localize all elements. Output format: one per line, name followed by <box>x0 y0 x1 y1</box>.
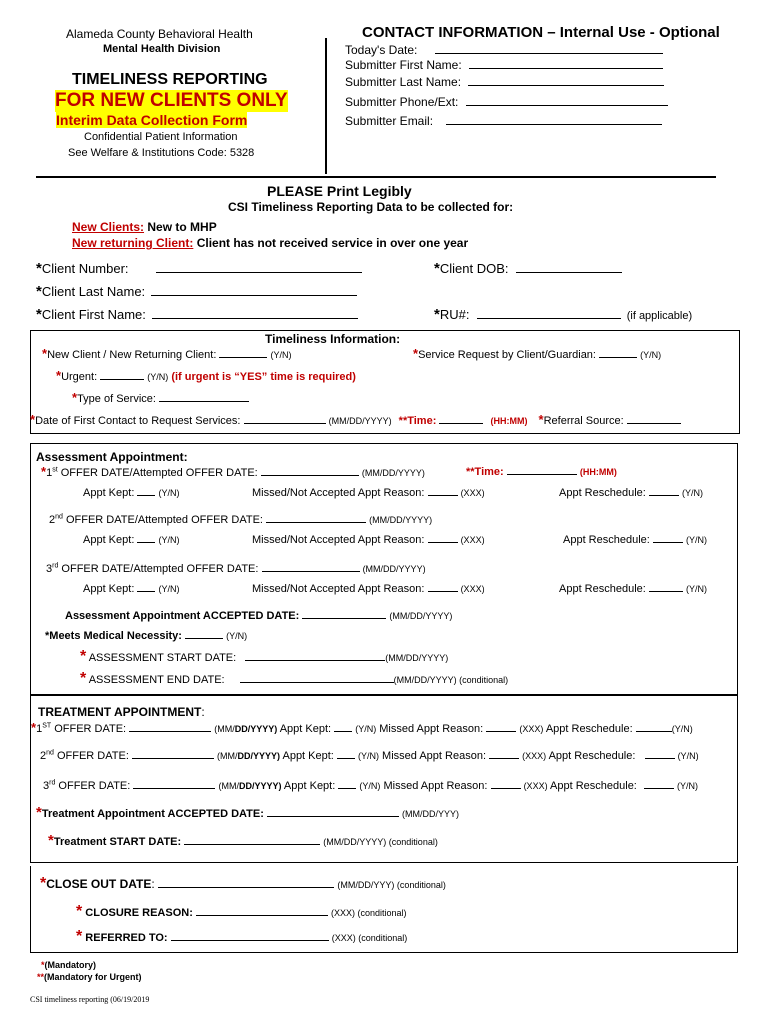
todays-date-line[interactable] <box>435 43 663 54</box>
mandatory-star: * <box>36 283 42 300</box>
missed-reason-label: Missed/Not Accepted Appt Reason: <box>252 534 425 546</box>
ru-label: RU#: <box>439 307 470 322</box>
treat-accepted-label: Treatment Appointment ACCEPTED DATE: <box>41 808 264 820</box>
treat-start-line[interactable] <box>184 834 320 845</box>
service-type-label: Type of Service: <box>77 393 156 405</box>
assess-offer1-label: OFFER DATE/Attempted OFFER DATE: <box>57 467 258 479</box>
assess-accepted-fmt: (MM/DD/YYYY) <box>389 611 453 621</box>
assess-accepted-line[interactable] <box>302 608 386 619</box>
submitter-last-field[interactable] <box>345 75 664 89</box>
client-last-line[interactable] <box>151 285 357 296</box>
form-type: Interim Data Collection Form <box>56 112 248 128</box>
legend-mandatory <box>41 960 96 970</box>
todays-date-field[interactable] <box>345 43 663 57</box>
new-returning-yn: (Y/N) <box>270 350 292 360</box>
header-rule <box>36 176 716 178</box>
treat-kept-line[interactable] <box>338 778 356 789</box>
treat-fmt-b: DD/YYYY) <box>238 781 282 791</box>
assess-kept2-field[interactable] <box>83 532 180 546</box>
submitter-email-field[interactable] <box>345 114 662 128</box>
assess-offer2-fmt: (MM/DD/YYYY) <box>369 515 433 525</box>
closure-reason-fmt: (XXX) (conditional) <box>330 908 407 918</box>
client-first-label: Client First Name: <box>41 307 146 322</box>
appt-kept-line[interactable] <box>137 532 155 543</box>
mandatory-star: * <box>42 346 48 361</box>
contact-title: CONTACT INFORMATION – Internal Use - Optional <box>362 24 720 41</box>
version-note: CSI timeliness reporting (06/19/2019 <box>30 995 150 1004</box>
medical-necessity-line[interactable] <box>185 628 223 639</box>
ru-line[interactable] <box>477 308 621 319</box>
missed-reason-fmt: (XXX) <box>460 535 485 545</box>
treat-offer1-num: 1 <box>36 723 43 735</box>
submitter-email-line[interactable] <box>446 114 662 125</box>
assess-offer2-field[interactable] <box>49 512 432 526</box>
treat-missed-label: Missed Appt Reason: <box>382 750 486 762</box>
client-first-line[interactable] <box>152 308 358 319</box>
assess-offer3-field[interactable] <box>46 561 426 575</box>
org-division: Mental Health Division <box>103 43 221 55</box>
close-out-label: CLOSE OUT DATE <box>46 877 152 891</box>
submitter-first-line[interactable] <box>469 58 663 69</box>
treat-resched-label: Appt Reschedule: <box>550 780 637 792</box>
mandatory-star: * <box>41 464 47 479</box>
urgent-label: Urgent: <box>61 371 98 383</box>
treat-missed-line[interactable] <box>491 778 521 789</box>
appt-kept-line[interactable] <box>137 581 155 592</box>
missed-reason-label: Missed/Not Accepted Appt Reason: <box>252 583 425 595</box>
print-legibly: PLEASE Print Legibly <box>267 183 412 199</box>
assessment-heading: Assessment Appointment: <box>36 450 188 464</box>
submitter-email-label: Submitter Email: <box>345 114 434 128</box>
submitter-last-label: Submitter Last Name: <box>345 75 462 89</box>
returning-label: New returning Client: <box>72 236 194 250</box>
legend-urgent-text: (Mandatory for Urgent) <box>44 972 142 982</box>
treat-resched-yn: (Y/N) <box>671 724 693 734</box>
offer2-sup: nd <box>55 513 63 521</box>
treat-accepted-fmt: (MM/DD/YYY) <box>402 809 460 819</box>
service-request-field[interactable] <box>413 346 661 361</box>
client-number-label: Client Number: <box>41 261 129 276</box>
treat-kept-line[interactable] <box>337 748 355 759</box>
assess-start-line[interactable] <box>245 650 385 661</box>
assess-kept1-field[interactable] <box>83 485 180 499</box>
treat-fmt-a: (MM/ <box>217 751 238 761</box>
treat-fmt-a: (MM/ <box>218 781 239 791</box>
treat-offer2-num: 2 <box>40 750 47 762</box>
missed-reason-fmt: (XXX) <box>460 584 485 594</box>
treat-offer2-sup: nd <box>46 749 54 757</box>
medical-necessity-yn: (Y/N) <box>226 631 248 641</box>
treat-resched-label: Appt Reschedule: <box>548 750 636 762</box>
code-reference: See Welfare & Institutions Code: 5328 <box>68 147 255 159</box>
assess-start-label: ASSESSMENT START DATE: <box>88 652 237 664</box>
new-returning-field[interactable] <box>42 346 292 361</box>
offer2-num: 2 <box>49 514 56 526</box>
assess-offer1-field[interactable] <box>41 464 425 479</box>
reschedule-yn: (Y/N) <box>685 535 707 545</box>
reschedule-line[interactable] <box>649 485 679 496</box>
treat-kept-label: Appt Kept: <box>283 780 336 792</box>
appt-kept-line[interactable] <box>137 485 155 496</box>
missed-reason-line[interactable] <box>428 581 458 592</box>
treat-resched-line[interactable] <box>636 721 672 732</box>
assess-missed1-field[interactable] <box>252 485 485 499</box>
submitter-phone-field[interactable] <box>345 95 668 109</box>
reschedule-line[interactable] <box>649 581 683 592</box>
mandatory-star: * <box>30 412 36 427</box>
appt-kept-label: Appt Kept: <box>83 534 135 546</box>
first-contact-time-fmt: (HH:MM) <box>490 416 528 426</box>
assess-accepted-field[interactable] <box>65 608 452 622</box>
assess-offer3-fmt: (MM/DD/YYYY) <box>362 564 426 574</box>
treat-offer3-sup: rd <box>49 779 56 787</box>
new-returning-label: New Client / New Returning Client: <box>47 349 217 361</box>
mandatory-star: * <box>76 903 83 920</box>
treat-accepted-field[interactable] <box>36 804 459 821</box>
legend-star: * <box>41 960 45 970</box>
referral-label: Referral Source: <box>543 415 624 427</box>
form-subtitle: FOR NEW CLIENTS ONLY <box>55 90 288 111</box>
appt-kept-yn: (Y/N) <box>158 535 180 545</box>
form-title: TIMELINESS REPORTING <box>72 71 268 88</box>
todays-date-label: Today's Date: <box>345 43 418 57</box>
service-type-line[interactable] <box>159 391 249 402</box>
legend-dstar: ** <box>37 972 45 982</box>
reschedule-yn: (Y/N) <box>685 584 707 594</box>
close-out-field[interactable]: *CLOSE OUT DATE: (MM/DD/YYY) (conditional) <box>40 875 446 892</box>
returning-text: Client has not received service in over one year <box>196 236 469 250</box>
treat-kept-label: Appt Kept: <box>279 723 332 735</box>
referred-to-label: REFERRED TO: <box>85 932 168 944</box>
treat-resched-yn: (Y/N) <box>677 751 699 761</box>
missed-reason-label: Missed/Not Accepted Appt Reason: <box>252 487 425 499</box>
treat-start-field[interactable] <box>48 832 438 849</box>
urgent-line[interactable] <box>100 369 144 380</box>
client-dob-line[interactable] <box>516 262 622 273</box>
assess-missed3-field[interactable] <box>252 581 485 595</box>
treat-missed-line[interactable] <box>486 721 516 732</box>
assess-kept3-field[interactable] <box>83 581 180 595</box>
assess-time-line[interactable] <box>507 464 577 475</box>
mandatory-star: * <box>80 648 87 665</box>
legend-mandatory-text: (Mandatory) <box>44 960 97 970</box>
treat-offer1-line[interactable] <box>129 721 211 732</box>
missed-reason-line[interactable] <box>428 532 458 543</box>
new-clients-def <box>72 220 217 234</box>
submitter-last-line[interactable] <box>468 75 664 86</box>
treat-offer3-label: OFFER DATE: <box>55 780 131 792</box>
submitter-phone-line[interactable] <box>466 95 668 106</box>
treat-fmt-b: DD/YYYY) <box>234 724 278 734</box>
treatment-heading-text: TREATMENT APPOINTMENT <box>38 705 202 719</box>
appt-kept-label: Appt Kept: <box>83 583 135 595</box>
assess-end-label: ASSESSMENT END DATE: <box>88 674 225 686</box>
client-dob-field[interactable] <box>434 260 622 277</box>
org-name: Alameda County Behavioral Health <box>66 27 253 41</box>
assess-resched2-field[interactable] <box>563 532 707 546</box>
first-contact-time-star: ** <box>398 415 408 427</box>
treat-missed-fmt: (XXX) <box>519 724 544 734</box>
new-returning-line[interactable] <box>219 347 267 358</box>
submitter-first-label: Submitter First Name: <box>345 58 462 72</box>
client-number-field[interactable] <box>36 260 362 277</box>
client-last-field[interactable] <box>36 283 357 300</box>
close-out-fmt: (MM/DD/YYY) (conditional) <box>337 880 446 890</box>
referral-line[interactable] <box>627 413 681 424</box>
treat-kept-line[interactable] <box>334 721 352 732</box>
treat-offer2-label: OFFER DATE: <box>53 750 129 762</box>
appt-kept-label: Appt Kept: <box>83 487 135 499</box>
ru-field[interactable] <box>434 306 692 323</box>
medical-necessity-field[interactable] <box>45 628 247 642</box>
assess-start-fmt: (MM/DD/YYYY) <box>385 653 449 663</box>
first-contact-line[interactable] <box>244 413 326 424</box>
csi-heading: CSI Timeliness Reporting Data to be collected for: <box>228 200 514 214</box>
service-request-line[interactable] <box>599 347 637 358</box>
offer3-sup: rd <box>52 562 59 570</box>
ru-note: (if applicable) <box>626 310 693 322</box>
mandatory-star: * <box>76 928 83 945</box>
assess-offer2-line[interactable] <box>266 512 366 523</box>
first-contact-fmt: (MM/DD/YYYY) <box>328 416 392 426</box>
treat-missed-line[interactable] <box>489 748 519 759</box>
service-request-yn: (Y/N) <box>640 350 662 360</box>
assess-missed2-field[interactable] <box>252 532 485 546</box>
assess-offer2-label: OFFER DATE/Attempted OFFER DATE: <box>62 514 263 526</box>
missed-reason-line[interactable] <box>428 485 458 496</box>
missed-reason-fmt: (XXX) <box>460 488 485 498</box>
assess-time-fmt: (HH:MM) <box>579 467 617 477</box>
treat-fmt-a: (MM/ <box>214 724 235 734</box>
treat-accepted-line[interactable] <box>267 806 399 817</box>
urgent-field[interactable] <box>56 368 356 383</box>
treat-offer3-row[interactable] <box>43 778 698 792</box>
assess-end-line[interactable] <box>240 672 394 683</box>
treat-kept-label: Appt Kept: <box>282 750 334 762</box>
reschedule-yn: (Y/N) <box>681 488 703 498</box>
treat-fmt-b: DD/YYYY) <box>237 751 281 761</box>
mandatory-star: * <box>36 804 42 821</box>
close-out-line[interactable] <box>158 877 334 888</box>
reschedule-label: Appt Reschedule: <box>559 487 646 499</box>
closure-reason-field[interactable] <box>76 903 407 921</box>
first-contact-time-label: Time: <box>407 415 437 427</box>
treat-resched-line[interactable] <box>644 778 674 789</box>
assess-offer1-line[interactable] <box>261 465 359 476</box>
treat-missed-label: Missed Appt Reason: <box>379 723 484 735</box>
closure-reason-line[interactable] <box>196 905 328 916</box>
mandatory-star: * <box>31 720 37 735</box>
assess-end-fmt: (MM/DD/YYYY) (conditional) <box>393 675 509 685</box>
assess-time-field[interactable] <box>466 464 617 478</box>
client-last-label: Client Last Name: <box>41 284 146 299</box>
treat-missed-fmt: (XXX) <box>523 781 548 791</box>
legend-urgent <box>37 972 142 982</box>
treatment-heading-colon: : <box>201 705 205 719</box>
treat-kept-yn: (Y/N) <box>355 724 377 734</box>
first-contact-label: Date of First Contact to Request Services: <box>35 415 241 427</box>
reschedule-label: Appt Reschedule: <box>563 534 650 546</box>
treat-offer3-line[interactable] <box>133 778 215 789</box>
treat-offer3-num: 3 <box>43 780 50 792</box>
assess-resched3-field[interactable] <box>559 581 707 595</box>
appt-kept-yn: (Y/N) <box>158 488 180 498</box>
treat-resched-label: Appt Reschedule: <box>545 723 633 735</box>
mandatory-star: * <box>434 306 440 323</box>
referred-to-fmt: (XXX) (conditional) <box>331 933 408 943</box>
new-clients-text: New to MHP <box>147 220 217 234</box>
treat-missed-fmt: (XXX) <box>522 751 547 761</box>
offer1-num: 1 <box>46 467 53 479</box>
offer3-num: 3 <box>46 563 53 575</box>
mandatory-star: * <box>48 832 54 849</box>
treat-kept-yn: (Y/N) <box>357 751 379 761</box>
appt-kept-yn: (Y/N) <box>158 584 180 594</box>
timeliness-heading: Timeliness Information: <box>265 332 401 346</box>
treat-offer2-row[interactable] <box>40 748 699 762</box>
mandatory-star: * <box>36 306 42 323</box>
assess-time-label: **Time: <box>466 466 504 478</box>
new-clients-label: New Clients: <box>72 220 145 234</box>
first-contact-field[interactable] <box>30 412 681 427</box>
service-type-field[interactable] <box>72 390 249 405</box>
urgent-yn: (Y/N) <box>147 372 169 382</box>
service-request-label: Service Request by Client/Guardian: <box>418 349 596 361</box>
first-contact-time-line[interactable] <box>439 413 483 424</box>
closure-reason-label: CLOSURE REASON: <box>85 907 193 919</box>
treatment-heading <box>38 705 205 719</box>
mandatory-star: * <box>413 346 419 361</box>
assess-offer3-label: OFFER DATE/Attempted OFFER DATE: <box>58 563 259 575</box>
treat-start-fmt: (MM/DD/YYYY) (conditional) <box>323 837 438 847</box>
mandatory-star: * <box>72 390 78 405</box>
client-dob-label: Client DOB: <box>439 261 509 276</box>
submitter-first-field[interactable] <box>345 58 663 72</box>
reschedule-line[interactable] <box>653 532 683 543</box>
assess-offer3-line[interactable] <box>262 561 360 572</box>
treat-resched-line[interactable] <box>645 748 675 759</box>
client-first-field[interactable] <box>36 306 358 323</box>
treat-offer1-row[interactable] <box>31 720 693 735</box>
header-divider <box>325 38 327 174</box>
medical-necessity-label: *Meets Medical Necessity: <box>45 630 182 642</box>
treat-offer1-sup: ST <box>42 722 52 730</box>
assess-start-field[interactable] <box>80 648 448 666</box>
submitter-phone-label: Submitter Phone/Ext: <box>345 95 459 109</box>
assess-end-field[interactable] <box>80 670 508 688</box>
assess-accepted-label: Assessment Appointment ACCEPTED DATE: <box>65 610 300 622</box>
assess-resched1-field[interactable] <box>559 485 703 499</box>
mandatory-star: * <box>434 260 440 277</box>
returning-def <box>72 236 468 250</box>
referred-to-field[interactable] <box>76 928 407 946</box>
mandatory-star: * <box>80 670 87 687</box>
treat-offer1-label: OFFER DATE: <box>51 723 127 735</box>
mandatory-star: * <box>538 412 544 427</box>
assess-offer1-fmt: (MM/DD/YYYY) <box>361 468 425 478</box>
confidential-note: Confidential Patient Information <box>84 131 238 143</box>
referred-to-line[interactable] <box>171 930 329 941</box>
treat-start-label: Treatment START DATE: <box>53 836 182 848</box>
client-number-line[interactable] <box>156 262 362 273</box>
treat-offer2-line[interactable] <box>132 748 214 759</box>
offer1-sup: st <box>52 466 58 474</box>
mandatory-star: * <box>36 260 42 277</box>
treat-resched-yn: (Y/N) <box>677 781 698 791</box>
treat-kept-yn: (Y/N) <box>359 781 381 791</box>
reschedule-label: Appt Reschedule: <box>559 583 646 595</box>
mandatory-star: * <box>56 368 62 383</box>
treat-missed-label: Missed Appt Reason: <box>383 780 488 792</box>
urgent-note: (if urgent is “YES” time is required) <box>171 371 356 383</box>
mandatory-star: * <box>40 875 47 892</box>
